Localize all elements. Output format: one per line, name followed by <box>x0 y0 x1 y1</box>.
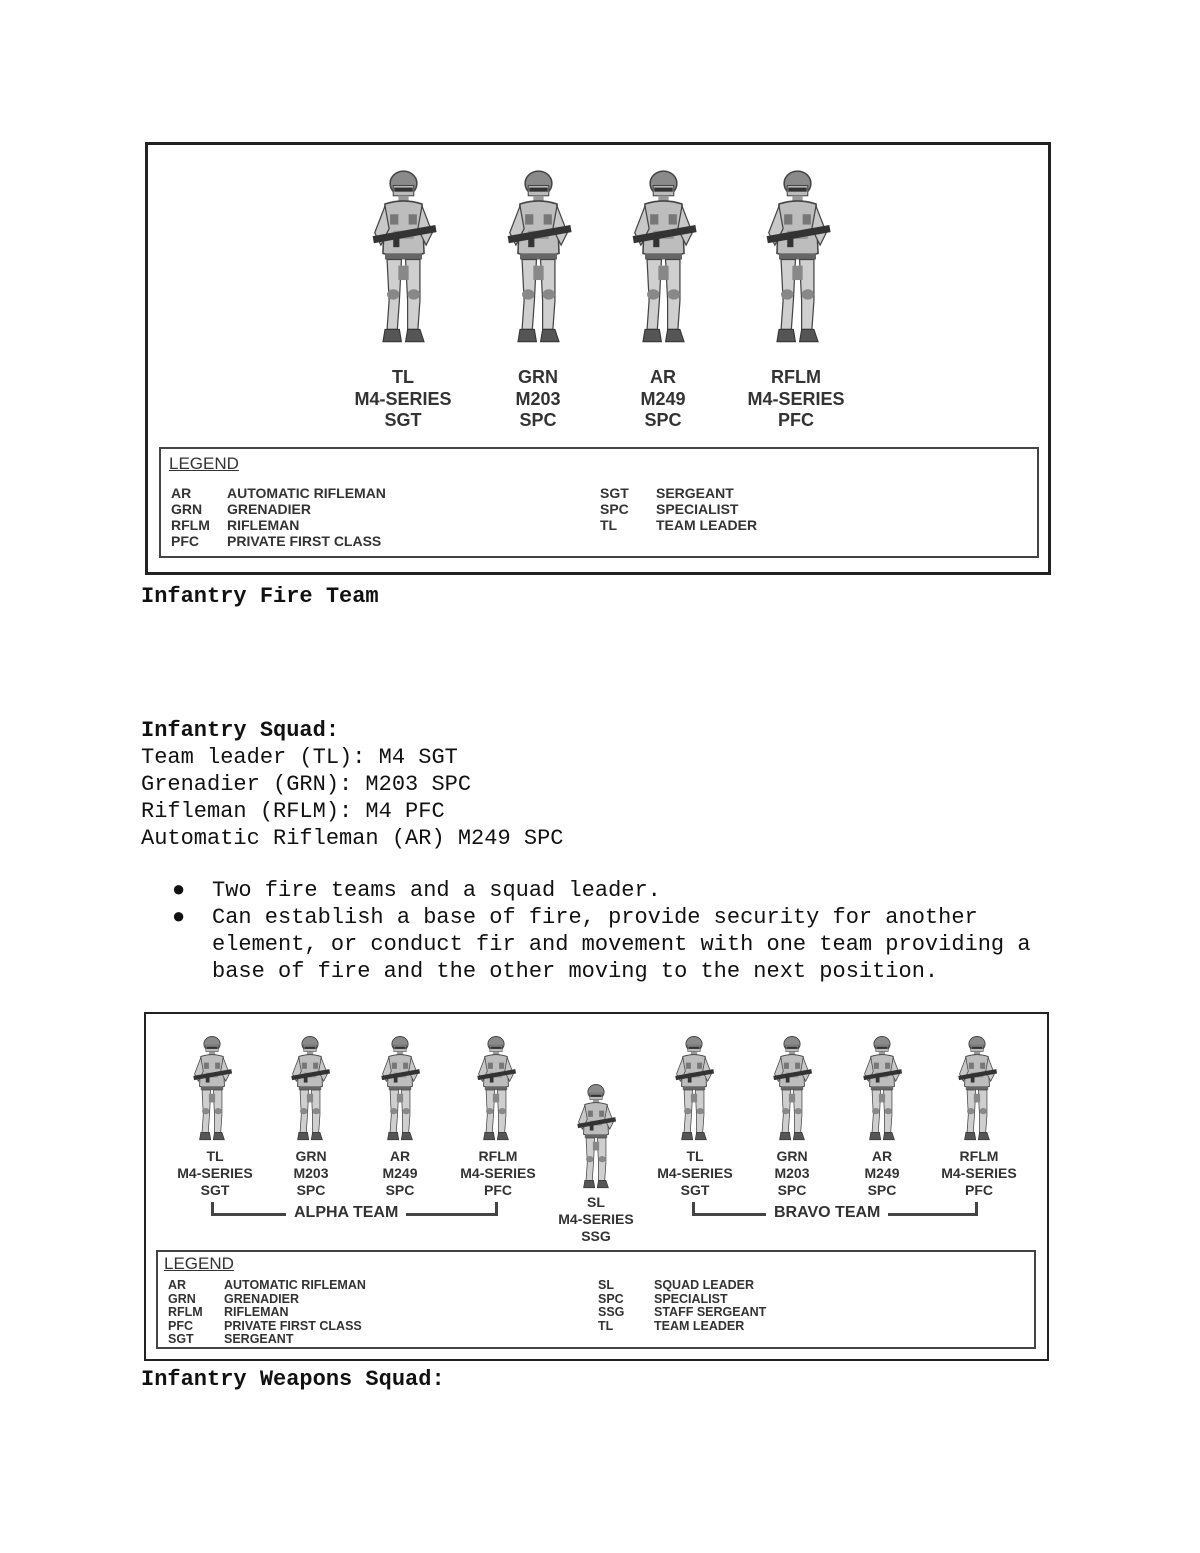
legend-list-left <box>171 485 386 549</box>
alpha-rflm-illustration <box>466 1034 526 1146</box>
squad-line: Team leader (TL): M4 SGT <box>141 745 458 770</box>
legend-list-right <box>600 485 757 533</box>
squad-description <box>141 717 563 852</box>
alpha-member-label: TL M4-SERIES SGT <box>177 1148 253 1198</box>
squad-heading: Infantry Squad: <box>141 718 340 743</box>
soldier-ar-illustration <box>621 167 706 352</box>
squad-legend <box>156 1250 1036 1349</box>
fire-team-member-label: AR M249 SPC <box>640 367 686 431</box>
legend-row: PFC PRIVATE FIRST CLASS <box>171 533 382 549</box>
alpha-team-label: ALPHA TEAM <box>286 1204 406 1222</box>
bravo-member-label: TL M4-SERIES SGT <box>657 1148 733 1198</box>
alpha-ar-illustration <box>370 1034 430 1146</box>
squad-leader-label: SL M4-SERIES SSG <box>558 1194 634 1244</box>
squad-line: Rifleman (RFLM): M4 PFC <box>141 799 445 824</box>
legend-row: SPC SPECIALIST <box>600 501 739 517</box>
legend-row: TL TEAM LEADER <box>600 517 758 533</box>
legend-row: SGT SERGEANT <box>600 485 734 501</box>
legend-row: SSG STAFF SERGEANT <box>598 1305 767 1319</box>
legend-row: SL SQUAD LEADER <box>598 1278 755 1292</box>
bravo-member-label: RFLM M4-SERIES PFC <box>941 1148 1017 1198</box>
legend-row: RFLM RIFLEMAN <box>171 517 300 533</box>
squad-figure <box>144 1012 1049 1361</box>
squad-line: Automatic Rifleman (AR) M249 SPC <box>141 826 564 851</box>
soldier-rflm-illustration <box>755 167 840 352</box>
alpha-member-label: AR M249 SPC <box>382 1148 418 1198</box>
bravo-rflm-illustration <box>947 1034 1007 1146</box>
bravo-ar-illustration <box>852 1034 912 1146</box>
alpha-member-label: GRN M203 SPC <box>293 1148 329 1198</box>
fire-team-member-label: TL M4-SERIES SGT <box>354 367 452 431</box>
squad-leader-illustration <box>566 1082 626 1194</box>
fire-team-member-label: GRN M203 SPC <box>515 367 561 431</box>
legend-row: TL TEAM LEADER <box>598 1318 745 1333</box>
fire-team-figure <box>145 142 1051 575</box>
fire-team-legend <box>159 447 1039 558</box>
alpha-member-label: RFLM M4-SERIES PFC <box>460 1148 536 1198</box>
legend-row: AR AUTOMATIC RIFLEMAN <box>171 485 386 501</box>
alpha-tl-illustration <box>182 1034 242 1146</box>
soldier-tl-illustration <box>361 167 446 352</box>
legend-row: SGT SERGEANT <box>168 1332 294 1346</box>
weapons-squad-caption: Infantry Weapons Squad: <box>141 1367 445 1392</box>
fire-team-caption: Infantry Fire Team <box>141 584 379 609</box>
bullet-item: ● Can establish a base of fire, provide security for another element, or conduct fir and movement with one team providing a base of fire and the other moving to the next position. <box>172 905 1031 984</box>
legend-list-right <box>598 1279 766 1333</box>
legend-row: SPC SPECIALIST <box>598 1291 728 1306</box>
legend-row: RFLM RIFLEMAN <box>168 1305 289 1319</box>
bullet-dot-icon: ● <box>172 878 186 903</box>
squad-bullet-list <box>172 877 1072 985</box>
bullet-dot-icon: ● <box>172 905 186 930</box>
legend-row: AR AUTOMATIC RIFLEMAN <box>168 1278 366 1292</box>
alpha-grn-illustration <box>280 1034 340 1146</box>
squad-line: Grenadier (GRN): M203 SPC <box>141 772 472 797</box>
soldier-grn-illustration <box>496 167 581 352</box>
legend-title: LEGEND <box>169 454 239 473</box>
bullet-item: ● Two fire teams and a squad leader. <box>172 878 661 903</box>
bravo-tl-illustration <box>664 1034 724 1146</box>
bravo-member-label: AR M249 SPC <box>864 1148 900 1198</box>
legend-row: GRN GRENADIER <box>168 1291 300 1306</box>
legend-row: PFC PRIVATE FIRST CLASS <box>168 1318 362 1333</box>
bravo-grn-illustration <box>762 1034 822 1146</box>
fire-team-member-label: RFLM M4-SERIES PFC <box>747 367 845 431</box>
legend-title: LEGEND <box>164 1254 234 1273</box>
bravo-team-label: BRAVO TEAM <box>766 1204 888 1222</box>
bravo-member-label: GRN M203 SPC <box>774 1148 810 1198</box>
legend-row: GRN GRENADIER <box>171 501 312 517</box>
legend-list-left <box>168 1279 366 1347</box>
